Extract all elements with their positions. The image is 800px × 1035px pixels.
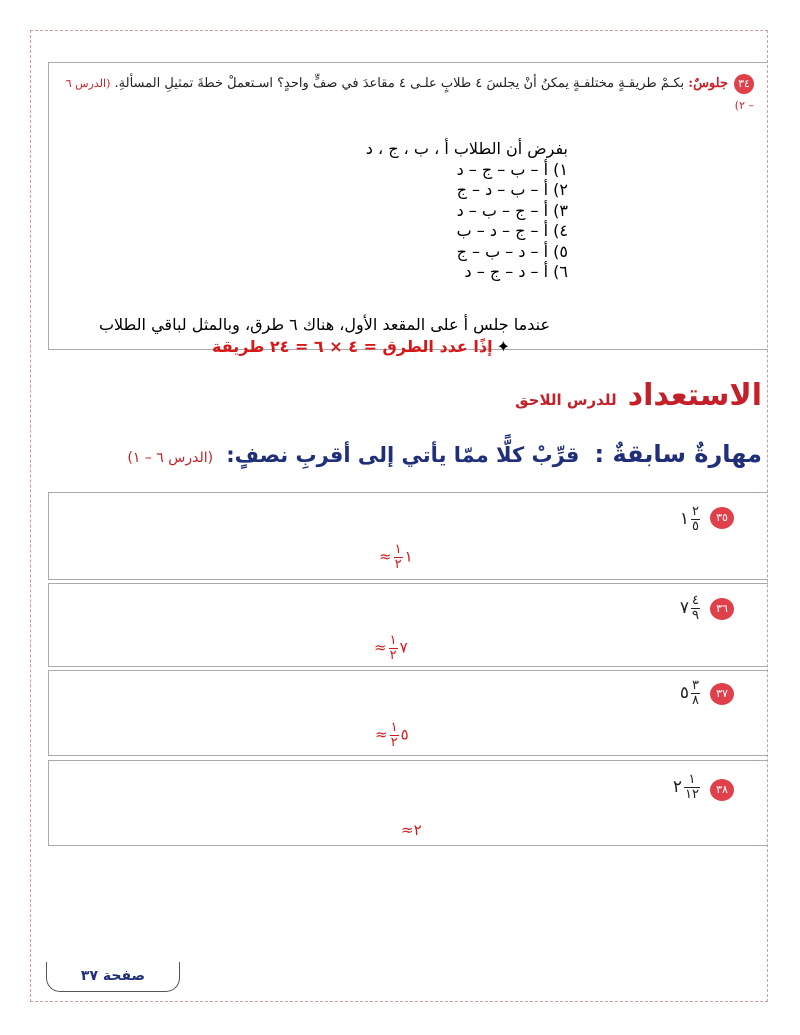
fraction [691, 505, 700, 534]
approx-symbol: ≈ [401, 821, 414, 839]
exercise-35-box [48, 492, 768, 580]
exercise-38-box [48, 760, 768, 846]
page-number-tab: صفحة ٣٧ [46, 962, 180, 992]
problem-statement [64, 73, 754, 117]
numerator: ٢ [692, 504, 699, 519]
numerator: ١ [389, 633, 397, 648]
prep-title: الاستعداد [627, 378, 762, 413]
whole-number: ٢ [672, 777, 683, 797]
skill-title: مهارةٌ سابقةٌ : [594, 440, 762, 468]
answer-intro: بفرض أن الطلاب أ ، ب ، ج ، د [365, 139, 568, 158]
problem-lesson-ref: (الدرس ٦ – ٢) [65, 77, 754, 112]
fraction [390, 721, 399, 750]
arrangement-item: ٥) أ – د – ب – ج [456, 241, 568, 261]
problem-title: جلوسٌ: [688, 76, 728, 91]
numerator: ١ [684, 773, 700, 788]
arrangement-item: ٢) أ – ب – د – ج [456, 180, 568, 199]
approx-symbol: ≈ [375, 725, 388, 744]
denominator: ٢ [390, 735, 398, 750]
approx-symbol: ≈ [379, 547, 392, 566]
whole-number: ٥ [400, 725, 409, 744]
arrangement-item: ٦) أ – د – ج – د [464, 262, 568, 281]
exercise-number-badge: ٣٦ [710, 598, 734, 620]
exercise-question [680, 679, 702, 708]
prep-heading [515, 378, 762, 413]
exercise-number-badge: ٣٥ [710, 507, 734, 529]
denominator: ٩ [692, 608, 699, 623]
arrangement-item: ٣) أ – ج – ب – د [456, 200, 568, 220]
problem-34-box [48, 62, 768, 356]
fraction [394, 543, 403, 572]
exercise-answer [401, 821, 422, 839]
exercise-36-box [48, 583, 768, 667]
fraction [691, 679, 700, 708]
exercise-answer [375, 721, 409, 750]
skill-lesson-ref: (الدرس ٦ – ١) [127, 450, 214, 466]
exercise-question [673, 773, 702, 802]
diamond-icon: ✦ [496, 337, 510, 356]
problem-number-badge: ٣٤ [734, 74, 754, 94]
fraction [389, 634, 398, 663]
exercise-question [680, 505, 702, 534]
whole-number: ٢ [413, 821, 422, 839]
whole-number: ٧ [679, 598, 690, 618]
numerator: ١ [394, 542, 402, 557]
fraction [684, 773, 700, 802]
exercise-answer [379, 543, 413, 572]
whole-number: ١ [679, 509, 690, 529]
denominator: ٥ [692, 519, 699, 534]
answer-result-text: إذًا عدد الطرق = ٤ × ٦ = ٢٤ طريقة [212, 337, 493, 356]
answer-block [366, 139, 568, 283]
whole-number: ١ [404, 547, 413, 566]
prep-subtitle: للدرس اللاحق [515, 391, 617, 409]
exercise-number-badge: ٣٨ [710, 779, 734, 801]
denominator: ٨ [692, 693, 699, 708]
numerator: ١ [390, 720, 398, 735]
approx-symbol: ≈ [374, 638, 387, 657]
skill-instruction: قرِّبْ كلًّا ممّا يأتي إلى أقربِ نصفٍ: [226, 443, 580, 467]
skill-heading [127, 440, 762, 468]
arrangement-item: ٤) أ – ج – د – ب [456, 221, 568, 240]
exercise-37-box [48, 670, 768, 756]
numerator: ٣ [692, 678, 699, 693]
fraction [691, 594, 700, 623]
numerator: ٤ [692, 593, 699, 608]
whole-number: ٧ [399, 638, 408, 657]
exercise-answer [374, 634, 408, 663]
answer-summary: عندما جلس أ على المقعد الأول، هناك ٦ طرق، وبالمثل لباقي الطلاب [98, 315, 550, 334]
problem-text: بكـمْ طريقـةٍ مختلفـةٍ يمكنُ أنْ يجلسَ ٤ طلابٍ علـى ٤ مقاعدَ في صفٍّ واحدٍ؟ اسـتعملْ خطةَ تمثيلِ المسألةِ. [114, 76, 685, 91]
answer-result [212, 337, 510, 356]
denominator: ٢ [394, 557, 402, 572]
whole-number: ٥ [679, 683, 690, 703]
exercise-number-badge: ٣٧ [710, 683, 734, 705]
denominator: ٢ [389, 648, 397, 663]
exercise-question [680, 594, 702, 623]
denominator: ١٢ [685, 787, 699, 802]
arrangement-item: ١) أ – ب – ج – د [456, 159, 568, 179]
